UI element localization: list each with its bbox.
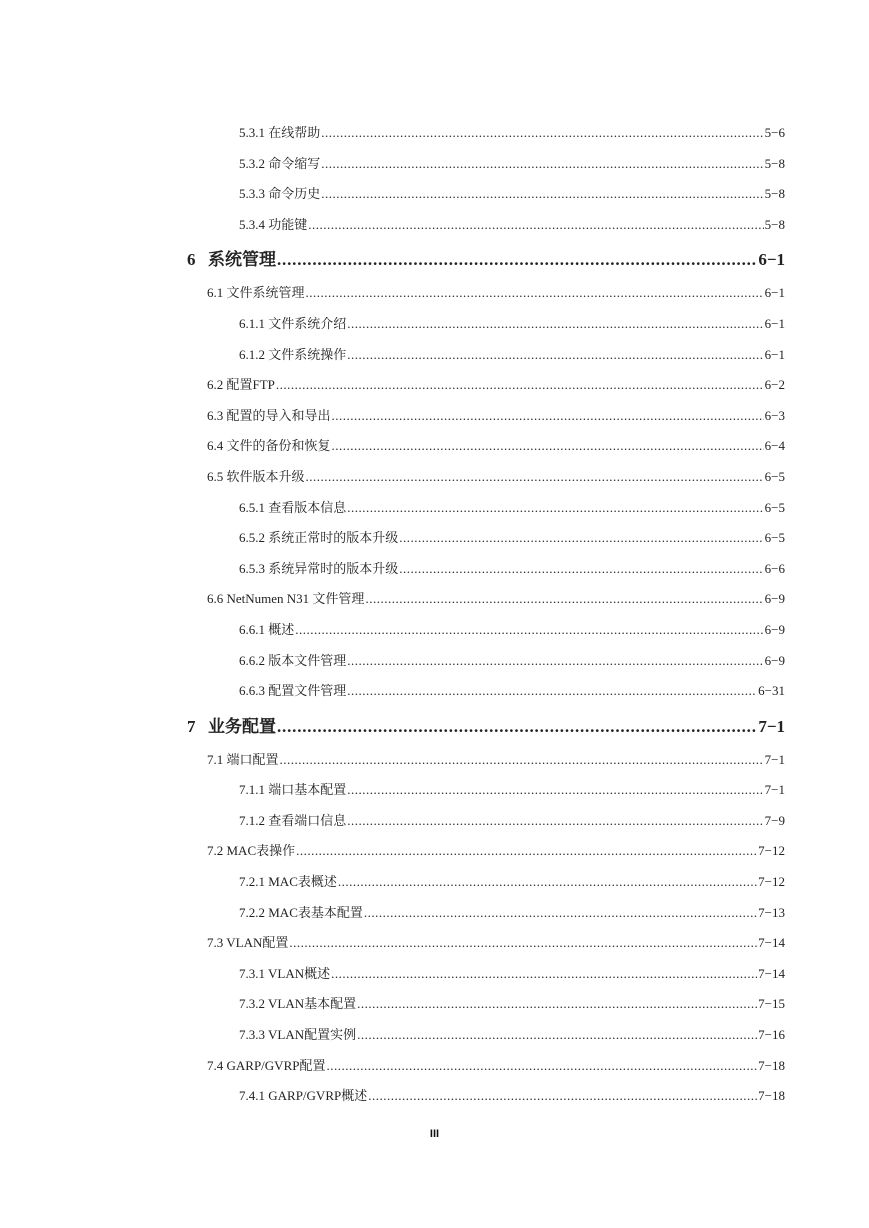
toc-page-number: 6−1: [758, 250, 785, 270]
toc-subsection-entry[interactable]: [0, 309, 869, 340]
toc-page-number: 5−8: [764, 155, 785, 171]
toc-section-entry[interactable]: [0, 370, 869, 401]
toc-page-number: 7−1: [758, 716, 785, 736]
toc-subsection-entry[interactable]: [0, 179, 869, 210]
toc-entry-title: 7.2 MAC表操作: [207, 843, 296, 859]
toc-dot-leader: [280, 745, 764, 776]
toc-subsection-entry[interactable]: [0, 646, 869, 677]
toc-page-number: 7−14: [758, 965, 785, 981]
toc-section-entry[interactable]: [0, 278, 869, 309]
toc-entry-title: 7.1.2 查看端口信息: [239, 812, 347, 828]
toc-entry-title: [187, 242, 276, 278]
toc-dot-leader: [347, 340, 763, 371]
toc-subsection-entry[interactable]: [0, 676, 869, 707]
toc-page-number: 5−8: [764, 216, 785, 232]
toc-dot-leader: [347, 309, 763, 340]
toc-dot-leader: [364, 898, 757, 929]
toc-subsection-entry[interactable]: [0, 615, 869, 646]
toc-entry-title: 6.5.2 系统正常时的版本升级: [239, 530, 399, 546]
toc-chapter-number: 7: [187, 716, 196, 736]
toc-subsection-entry[interactable]: [0, 554, 869, 585]
toc-chapter-title: 业务配置: [208, 716, 276, 736]
toc-entry-title: 6.6.3 配置文件管理: [239, 683, 347, 699]
toc-page-number: 6−9: [764, 591, 785, 607]
toc-page-number: 6−4: [764, 438, 785, 454]
toc-entry-title: 6.1.2 文件系统操作: [239, 346, 347, 362]
toc-chapter-entry[interactable]: [0, 242, 869, 278]
toc-subsection-entry[interactable]: [0, 1020, 869, 1051]
toc-entry-title: 7.3.1 VLAN概述: [239, 965, 331, 981]
toc-section-entry[interactable]: [0, 928, 869, 959]
toc-dot-leader: [326, 1051, 757, 1082]
toc-section-entry[interactable]: [0, 462, 869, 493]
toc-entry-title: 7.2.2 MAC表基本配置: [239, 904, 363, 920]
table-of-contents: [0, 118, 869, 1112]
toc-page-number: 6−1: [764, 285, 785, 301]
toc-dot-leader: [296, 836, 757, 867]
toc-entry-title: 7.4 GARP/GVRP配置: [207, 1057, 326, 1073]
toc-page-number: 6−5: [764, 468, 785, 484]
toc-section-entry[interactable]: [0, 745, 869, 776]
toc-dot-leader: [399, 554, 763, 585]
toc-entry-title: 6.5 软件版本升级: [207, 468, 305, 484]
toc-subsection-entry[interactable]: [0, 118, 869, 149]
toc-section-entry[interactable]: [0, 401, 869, 432]
toc-entry-title: 6.2 配置FTP: [207, 377, 275, 393]
toc-entry-title: 7.3 VLAN配置: [207, 935, 289, 951]
toc-dot-leader: [357, 989, 757, 1020]
toc-page-number: 7−12: [758, 874, 785, 890]
toc-page-number: 5−8: [764, 186, 785, 202]
toc-dot-leader: [332, 431, 764, 462]
toc-subsection-entry[interactable]: [0, 867, 869, 898]
toc-page-number: 7−18: [758, 1057, 785, 1073]
toc-dot-leader: [357, 1020, 757, 1051]
toc-page-number: 6−2: [764, 377, 785, 393]
toc-entry-title: 5.3.2 命令缩写: [239, 155, 321, 171]
toc-page-number: 6−1: [764, 346, 785, 362]
toc-dot-leader: [368, 1081, 757, 1112]
toc-dot-leader: [347, 646, 763, 677]
toc-dot-leader: [321, 118, 763, 149]
toc-dot-leader: [289, 928, 757, 959]
toc-entry-title: 5.3.1 在线帮助: [239, 125, 321, 140]
toc-page-number: 6−1: [764, 315, 785, 331]
toc-subsection-entry[interactable]: [0, 523, 869, 554]
toc-entry-title: 6.5.1 查看版本信息: [239, 499, 347, 515]
toc-page-number: 6−3: [764, 407, 785, 423]
toc-dot-leader: [277, 709, 757, 745]
toc-dot-leader: [321, 149, 763, 180]
toc-entry-title: 7.3.3 VLAN配置实例: [239, 1027, 357, 1043]
toc-dot-leader: [347, 676, 757, 707]
toc-subsection-entry[interactable]: [0, 898, 869, 929]
toc-subsection-entry[interactable]: [0, 1081, 869, 1112]
toc-chapter-number: 6: [187, 250, 196, 270]
toc-page-number: 7−18: [758, 1088, 785, 1104]
toc-dot-leader: [306, 278, 764, 309]
toc-dot-leader: [347, 775, 763, 806]
toc-subsection-entry[interactable]: [0, 493, 869, 524]
toc-page-number: 7−14: [758, 935, 785, 951]
toc-page-number: 7−1: [764, 782, 785, 798]
toc-dot-leader: [276, 370, 764, 401]
toc-entry-title: 7.2.1 MAC表概述: [239, 874, 337, 890]
toc-dot-leader: [347, 493, 763, 524]
toc-entry-title: 6.6.2 版本文件管理: [239, 652, 347, 668]
toc-subsection-entry[interactable]: [0, 210, 869, 241]
toc-entry-title: 6.3 配置的导入和导出: [207, 407, 331, 423]
toc-page-number: 6−9: [764, 621, 785, 637]
toc-entry-title: 7.1.1 端口基本配置: [239, 782, 347, 798]
toc-entry-title: [187, 709, 276, 745]
toc-page-number: 6−9: [764, 652, 785, 668]
toc-subsection-entry[interactable]: [0, 340, 869, 371]
toc-page-number: 6−5: [764, 499, 785, 515]
toc-subsection-entry[interactable]: [0, 149, 869, 180]
toc-dot-leader: [338, 867, 757, 898]
toc-page-number: 6−6: [764, 560, 785, 576]
toc-entry-title: 6.1.1 文件系统介绍: [239, 315, 347, 331]
toc-page-number: 7−12: [758, 843, 785, 859]
toc-section-entry[interactable]: [0, 836, 869, 867]
toc-subsection-entry[interactable]: [0, 806, 869, 837]
toc-page-number: 5−6: [764, 125, 785, 140]
toc-entry-title: 7.3.2 VLAN基本配置: [239, 996, 357, 1012]
toc-subsection-entry[interactable]: [0, 959, 869, 990]
toc-dot-leader: [277, 242, 757, 278]
toc-dot-leader: [365, 584, 763, 615]
toc-section-entry[interactable]: [0, 431, 869, 462]
toc-page-number: 6−31: [758, 683, 785, 699]
toc-dot-leader: [331, 959, 757, 990]
toc-entry-title: 7.4.1 GARP/GVRP概述: [239, 1088, 368, 1104]
toc-dot-leader: [308, 210, 763, 241]
toc-page-number: 7−9: [764, 812, 785, 828]
toc-chapter-title: 系统管理: [208, 250, 276, 270]
toc-dot-leader: [295, 615, 763, 646]
toc-section-entry[interactable]: [0, 584, 869, 615]
toc-entry-title: 6.6 NetNumen N31 文件管理: [207, 591, 365, 607]
toc-entry-title: 6.1 文件系统管理: [207, 285, 305, 301]
toc-entry-title: 6.6.1 概述: [239, 621, 295, 637]
toc-subsection-entry[interactable]: [0, 775, 869, 806]
toc-entry-title: 6.5.3 系统异常时的版本升级: [239, 560, 399, 576]
toc-dot-leader: [347, 806, 763, 837]
toc-entry-title: 6.4 文件的备份和恢复: [207, 438, 331, 454]
toc-section-entry[interactable]: [0, 1051, 869, 1082]
toc-entry-title: 7.1 端口配置: [207, 751, 279, 767]
toc-chapter-entry[interactable]: [0, 709, 869, 745]
toc-entry-title: 5.3.3 命令历史: [239, 186, 321, 202]
toc-entry-title: 5.3.4 功能键: [239, 216, 308, 232]
toc-page-number: 7−13: [758, 904, 785, 920]
toc-dot-leader: [399, 523, 763, 554]
toc-page-number: 7−16: [758, 1027, 785, 1043]
toc-subsection-entry[interactable]: [0, 989, 869, 1020]
toc-page-number: 6−5: [764, 530, 785, 546]
toc-dot-leader: [306, 462, 764, 493]
page-number: III: [429, 1128, 440, 1140]
toc-page-number: 7−15: [758, 996, 785, 1012]
toc-dot-leader: [332, 401, 764, 432]
toc-dot-leader: [321, 179, 763, 210]
toc-page-number: 7−1: [764, 751, 785, 767]
